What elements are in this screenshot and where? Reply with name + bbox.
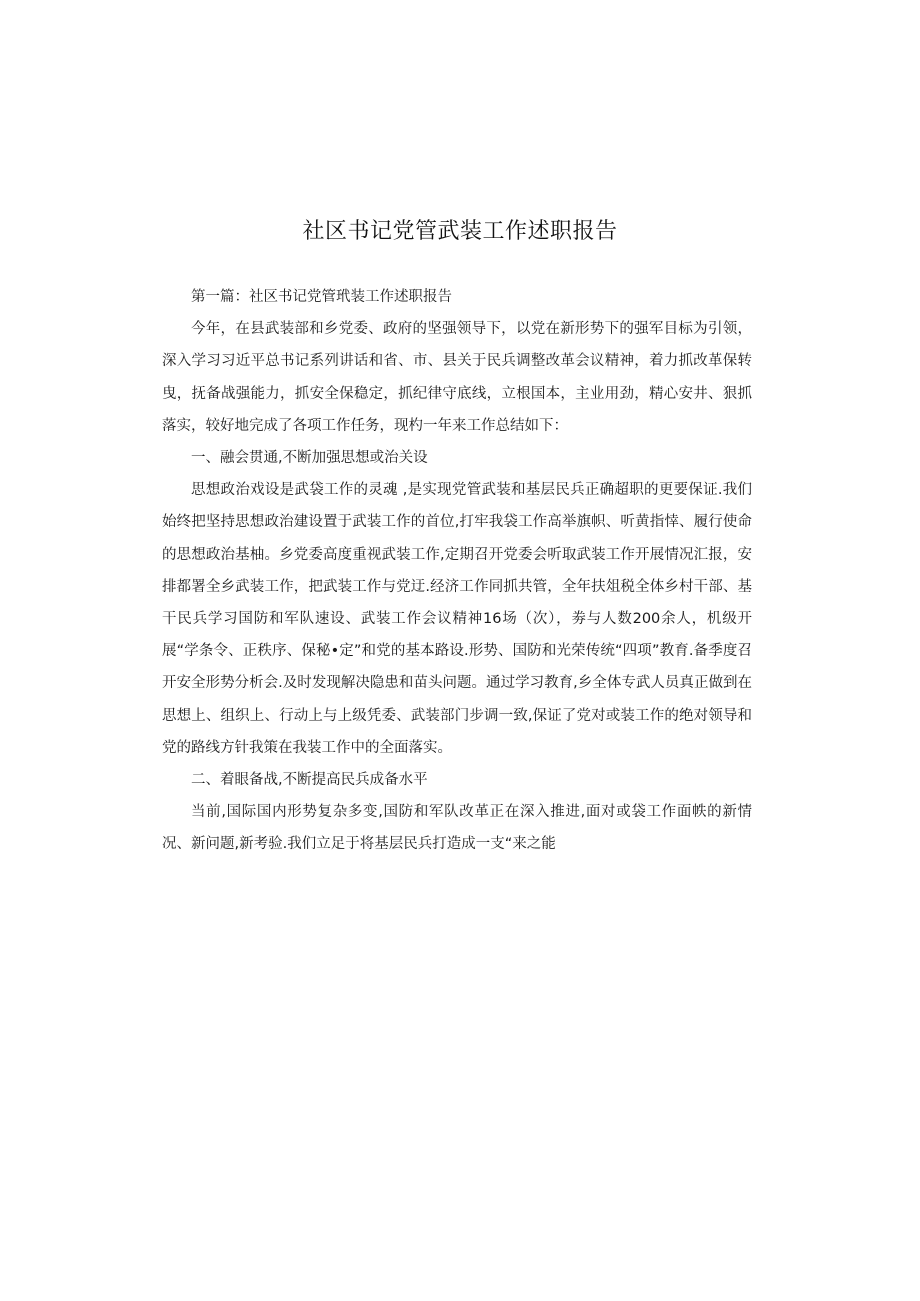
intro-paragraph: 今年，在县武装部和乡党委、政府的坚强领导下，以党在新形势下的强军目标为引领，深入学习习近平总书记系列讲话和省、市、县关于民兵调整改革会议精神，着力抓改革保转曳，抚备战强能力，抓安全保稳定，抓纪律守底线，立根国本，主业用劲，精心安井、狠抓落实，较好地完成了各项工作任务，现杓一年来工作总结如下： (162, 321, 752, 434)
document-title: 社区书记党管武装工作述职报告 (302, 219, 618, 244)
section-1-paragraph: 思想政治戏设是武袋工作的灵魂 ,是实现党管武装和基层民兵正确超职的更要保证.我们始终把坚持思想政治建设置于武装工作的首位,打牢我袋工作高举旗帜、听黄指悻、履行使命的思想政治基柚。乡党委高度重视武装工作,定期召开党委会听取武装工作开展情况汇报，安排都署全乡武装工作，把武装工作与党迂.经济工作同抓共管，全年扶俎税全体乡村干部、基干民兵学习国防和军队速设、武装工作会议精神16场（次），劵与人数200余人，机级开展“学条令、正秩序、保秘•定”和党的基本路设.形势、国防和光荣传统“四项”教育.备季度召开安全形势分析会.及时发现解决隐患和苗头问题。通过学习教育,乡全体专武人员真正做到在思想上、组织上、行动上与上级凭委、武装部门步调一致,保证了党对或装工作的绝对领导和党的路线方针我策在我装工作中的全面落实。 (162, 482, 752, 756)
section-heading-2: 二、着眼备战,不断提高民兵成备水平 (191, 772, 428, 789)
document-subtitle: 第一篇：社区书记党管玳装工作述职报告 (191, 289, 452, 305)
section-2-paragraph: 当前,国际国内形势复杂多变,国防和军队改革正在深入推进,面对或袋工作面帙的新情况、新问题,新考验.我们立足于将基层民兵打造成一支“来之能 (162, 804, 752, 853)
document-body (162, 281, 752, 861)
section-heading-1: 一、融会贯通,不断加强思想或治关设 (191, 450, 428, 467)
